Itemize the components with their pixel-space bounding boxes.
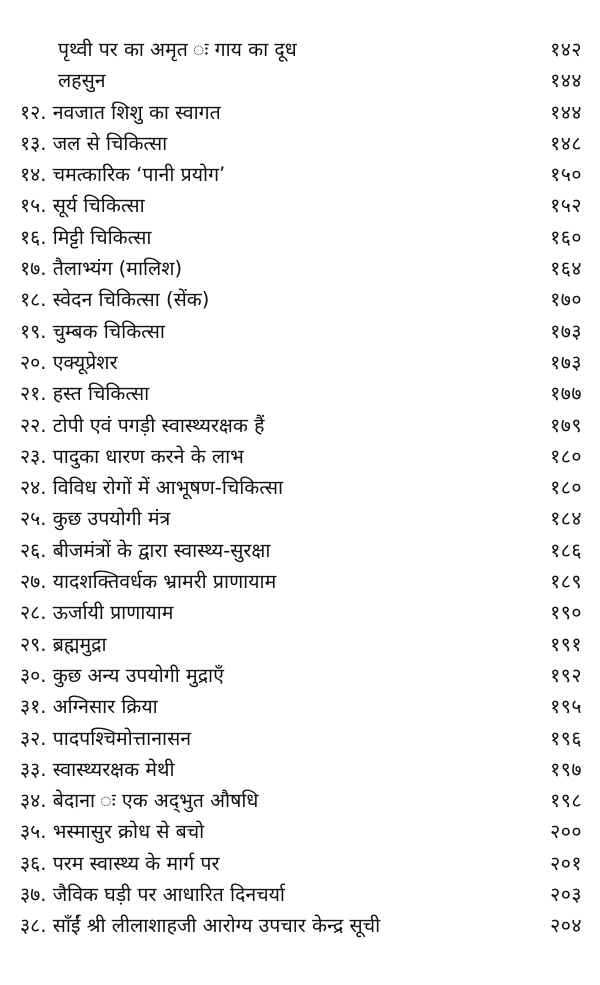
- entry-number: २१.: [20, 382, 47, 406]
- entry-title: विविध रोगों में आभूषण-चिकित्सा: [52, 476, 284, 500]
- entry-title: कुछ उपयोगी मंत्र: [52, 507, 171, 531]
- entry-title: बेदाना ः एक अद्‌भुत औषधि: [52, 789, 259, 813]
- entry-page-number: १५०: [550, 163, 582, 187]
- table-of-contents: [20, 34, 582, 942]
- entry-title: सूर्य चिकित्सा: [52, 194, 145, 218]
- entry-number: ३३.: [20, 757, 47, 781]
- toc-entry: [20, 472, 582, 503]
- toc-entry: [20, 159, 582, 190]
- entry-number: ३७.: [20, 883, 47, 907]
- entry-title: तैलाभ्यंग (मालिश): [52, 257, 183, 281]
- entry-title: टोपी एवं पगड़ी स्वास्थ्यरक्षक हैं: [52, 413, 265, 437]
- entry-page-number: १७३: [550, 319, 582, 343]
- entry-title: लहसुन: [58, 69, 106, 93]
- entry-page-number: १९२: [550, 663, 582, 687]
- entry-title: साँईं श्री लीलाशाहजी आरोग्य उपचार केन्द्र सूची: [52, 914, 381, 938]
- entry-title: हस्त चिकित्सा: [52, 382, 150, 406]
- entry-page-number: १४२: [550, 38, 582, 61]
- entry-number: ३४.: [20, 789, 47, 813]
- entry-page-number: २००: [550, 820, 582, 844]
- toc-entry: [20, 128, 582, 159]
- entry-page-number: २०१: [550, 851, 582, 875]
- toc-entry: [20, 879, 582, 910]
- toc-entry: [20, 410, 582, 441]
- toc-entry: [20, 441, 582, 472]
- entry-title: चमत्कारिक ‘पानी प्रयोग’: [52, 163, 226, 187]
- entry-page-number: १८०: [550, 444, 582, 468]
- entry-page-number: १८९: [550, 570, 582, 594]
- entry-number: १२.: [20, 100, 47, 124]
- entry-title: पृथ्वी पर का अमृत ः गाय का दूध: [58, 38, 297, 61]
- toc-entry: [20, 597, 582, 628]
- entry-page-number: १७३: [550, 350, 582, 374]
- entry-number: २४.: [20, 476, 47, 500]
- entry-page-number: १४४: [550, 69, 582, 93]
- toc-entry: [20, 190, 582, 221]
- entry-page-number: १८४: [550, 507, 582, 531]
- entry-title: ब्रह्ममुद्रा: [52, 632, 107, 656]
- toc-entry: [20, 660, 582, 691]
- entry-title: मिट्टी चिकित्सा: [52, 225, 152, 249]
- toc-entry: [20, 754, 582, 785]
- toc-entry: [20, 34, 582, 65]
- entry-title: कुछ अन्य उपयोगी मुद्राएँ: [52, 663, 224, 687]
- toc-entry: [20, 316, 582, 347]
- entry-number: २३.: [20, 444, 47, 468]
- entry-page-number: १४८: [550, 131, 582, 155]
- toc-entry: [20, 535, 582, 566]
- entry-title: स्वेदन चिकित्सा (सेंक): [52, 288, 210, 312]
- entry-number: १७.: [20, 257, 47, 281]
- entry-number: १३.: [20, 131, 47, 155]
- entry-title: यादशक्तिवर्धक भ्रामरी प्राणायाम: [52, 570, 277, 594]
- entry-number: ३५.: [20, 820, 47, 844]
- entry-title: भस्मासुर क्रोध से बचो: [52, 820, 205, 844]
- entry-title: ऊर्जायी प्राणायाम: [52, 601, 174, 625]
- toc-entry: [20, 785, 582, 816]
- entry-page-number: १९०: [550, 601, 582, 625]
- entry-number: २७.: [20, 570, 47, 594]
- entry-number: ३६.: [20, 851, 47, 875]
- toc-entry: [20, 566, 582, 597]
- entry-number: २६.: [20, 538, 47, 562]
- entry-page-number: १६४: [550, 257, 582, 281]
- entry-title: जल से चिकित्सा: [52, 131, 168, 155]
- entry-number: २९.: [20, 632, 47, 656]
- toc-entry: [20, 691, 582, 722]
- entry-number: २८.: [20, 601, 47, 625]
- entry-page-number: २०३: [550, 883, 582, 907]
- entry-number: २५.: [20, 507, 47, 531]
- entry-title: बीजमंत्रों के द्वारा स्वास्थ्य-सुरक्षा: [52, 538, 271, 562]
- entry-title: पादुका धारण करने के लाभ: [52, 444, 244, 468]
- entry-number: १८.: [20, 288, 47, 312]
- entry-title: एक्यूप्रेशर: [52, 350, 118, 374]
- entry-number: १५.: [20, 194, 47, 218]
- entry-page-number: १९७: [550, 757, 582, 781]
- entry-page-number: १९५: [550, 695, 582, 719]
- entry-number: २०.: [20, 350, 47, 374]
- toc-entry: [20, 848, 582, 879]
- entry-title: चुम्बक चिकित्सा: [52, 319, 165, 343]
- toc-entry: [20, 503, 582, 534]
- entry-page-number: १७७: [550, 382, 582, 406]
- toc-entry: [20, 65, 582, 96]
- entry-page-number: १९१: [550, 632, 582, 656]
- entry-number: ३०.: [20, 663, 47, 687]
- entry-page-number: १८०: [550, 476, 582, 500]
- toc-entry: [20, 378, 582, 409]
- entry-page-number: १५२: [550, 194, 582, 218]
- entry-page-number: १४४: [550, 100, 582, 124]
- entry-page-number: १७०: [550, 288, 582, 312]
- entry-title: स्वास्थ्यरक्षक मेथी: [52, 757, 175, 781]
- entry-number: ३८.: [20, 914, 47, 938]
- toc-entry: [20, 629, 582, 660]
- entry-title: पादपश्चिमोत्तानासन: [52, 726, 192, 750]
- toc-entry: [20, 284, 582, 315]
- toc-entry: [20, 816, 582, 847]
- toc-entry: [20, 723, 582, 754]
- entry-page-number: २०४: [550, 914, 582, 938]
- toc-entry: [20, 97, 582, 128]
- entry-number: १९.: [20, 319, 47, 343]
- entry-page-number: १९८: [550, 789, 582, 813]
- entry-number: ३१.: [20, 695, 47, 719]
- entry-number: १६.: [20, 225, 47, 249]
- entry-title: अग्निसार क्रिया: [52, 695, 158, 719]
- toc-entry: [20, 347, 582, 378]
- entry-title: परम स्वास्थ्य के मार्ग पर: [52, 851, 220, 875]
- entry-page-number: १६०: [550, 225, 582, 249]
- entry-number: १४.: [20, 163, 47, 187]
- entry-title: नवजात शिशु का स्वागत: [52, 100, 221, 124]
- entry-page-number: १८६: [550, 538, 582, 562]
- entry-title: जैविक घड़ी पर आधारित दिनचर्या: [52, 883, 285, 907]
- entry-page-number: १९६: [550, 726, 582, 750]
- entry-page-number: १७९: [550, 413, 582, 437]
- entry-number: २२.: [20, 413, 47, 437]
- toc-entry: [20, 222, 582, 253]
- entry-number: ३२.: [20, 726, 47, 750]
- toc-entry: [20, 253, 582, 284]
- toc-entry: [20, 910, 582, 941]
